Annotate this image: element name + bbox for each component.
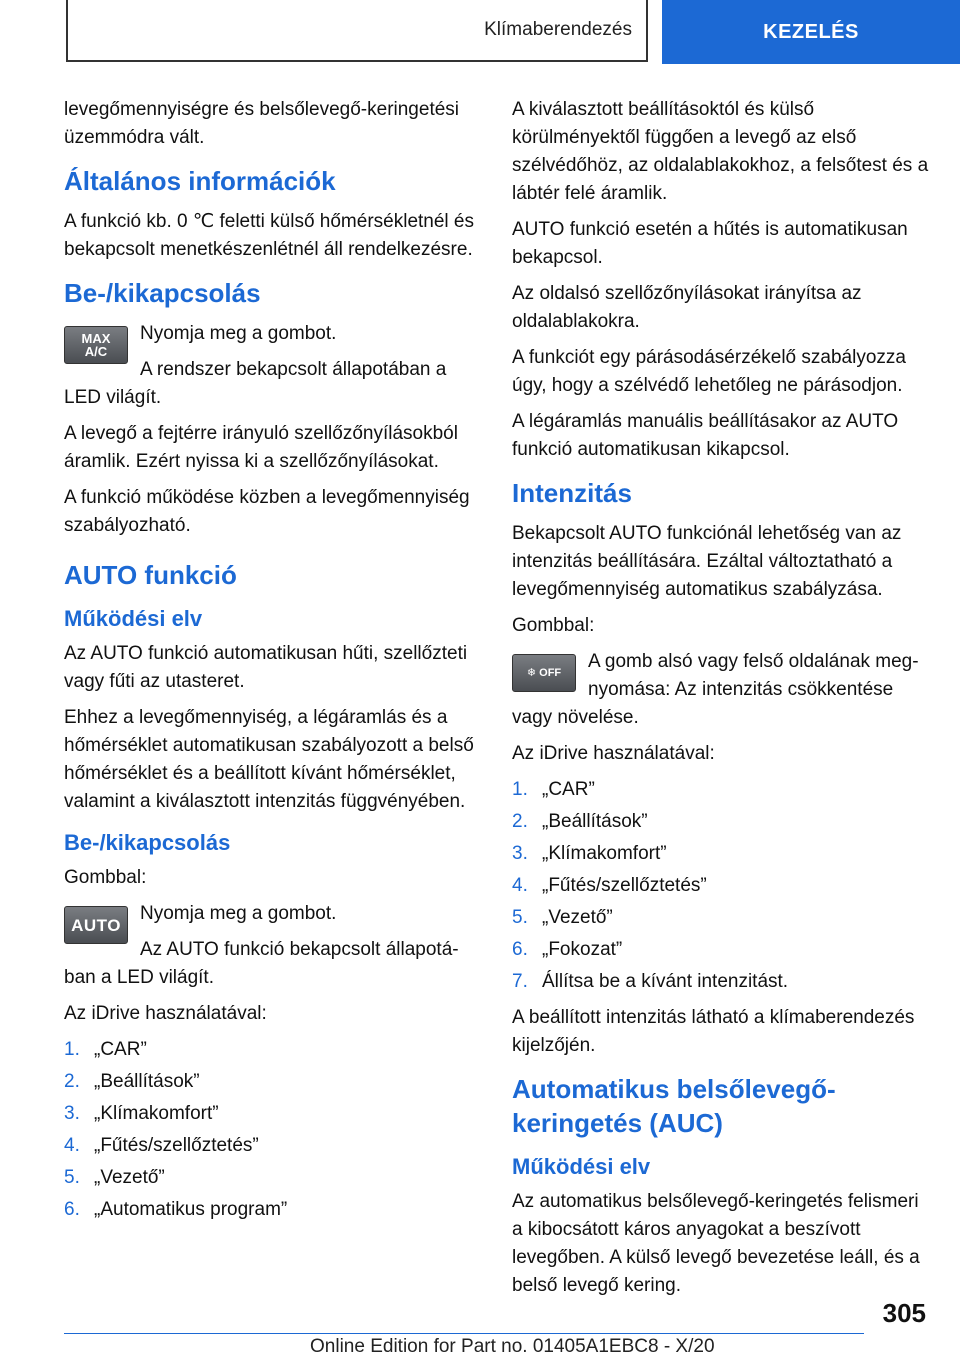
- idrive-intro: Az iDrive használatával:: [64, 1003, 267, 1024]
- footer-edition: Online Edition for Part no. 01405A1EBC8 - X/20: [310, 1336, 715, 1357]
- list-item: 3. „Klímakomfort”: [512, 843, 667, 864]
- header-chapter-tab: [662, 0, 960, 64]
- right-paragraph-5: A légáramlás manuális beállításakor az AUTO funkció automatikusan kikapcsol.: [512, 411, 899, 460]
- list-item: 4. „Fűtés/szellőztetés”: [512, 875, 707, 896]
- heading-on-off-2: Be-/kikapcsolás: [64, 830, 231, 855]
- fan-text-line1: A gomb alsó vagy felső oldalának meg-: [588, 651, 919, 672]
- intro-paragraph: levegőmennyiségre és belsőlevegő-keringetési üzemmódra vált.: [64, 99, 460, 148]
- auto-led-line1: Az AUTO funkció bekapcsolt állapotá-: [140, 939, 459, 960]
- right-paragraph-1: A kiválasztott beállításoktól és külső körülményektől függően a levegő az első szélvédőhöz, az oldalablakokhoz, a felsőtest és a lábtér felé áramlik.: [512, 99, 929, 204]
- section-title: Klímaberendezés: [484, 19, 632, 40]
- heading-general-info: Általános információk: [64, 166, 336, 196]
- led-text-line2: LED világít.: [64, 387, 162, 408]
- heading-auc: Automatikus belsőlevegő-keringetés (AUC): [512, 1074, 836, 1138]
- list-item: 6. „Fokozat”: [512, 939, 623, 960]
- list-item: 5. „Vezető”: [512, 907, 613, 928]
- heading-auto-function: AUTO funkció: [64, 560, 237, 590]
- principle-paragraph-2: Ehhez a levegőmennyiség, a légáramlás és a hőmérséklet automatikusan szabályozott a belső hőmérséklet és a beállított kívánt hőmérséklet, valamint a kiválasztott intenzitás függvényében.: [64, 707, 474, 812]
- fan-button-icon: [512, 654, 576, 692]
- list-item: 2. „Beállítások”: [512, 811, 648, 832]
- maxac-button-label: MAX A/C: [81, 331, 111, 359]
- list-item: 3. „Klímakomfort”: [64, 1103, 219, 1124]
- auto-instruction: [64, 900, 482, 992]
- right-paragraph-3: Az oldalsó szellőzőnyílásokat irányítsa az oldalablakokra.: [512, 283, 862, 332]
- left-steps-list: [64, 1036, 482, 1224]
- right-paragraph-7: A beállított intenzitás látható a klímaberendezés kijelzőjén.: [512, 1007, 915, 1056]
- principle-paragraph-1: Az AUTO funkció automatikusan hűti, szellőzteti vagy fűti az utasteret.: [64, 643, 468, 692]
- press-button-text: Nyomja meg a gombot.: [140, 323, 337, 344]
- list-item: 7. Állítsa be a kívánt intenzitást.: [512, 971, 789, 992]
- right-paragraph-8: Az automatikus belsőlevegő-keringetés felismeri a kibocsátott káros anyagokat a beszívott levegőben. A külső levegő bevezetése leáll, és a belső levegő kering.: [512, 1191, 920, 1296]
- button-intro: Gombbal:: [64, 867, 147, 888]
- maxac-button-icon: [64, 326, 128, 364]
- right-paragraph-2: AUTO funkció esetén a hűtés is automatikusan bekapcsol.: [512, 219, 908, 268]
- fan-button-label: ❄ OFF: [526, 666, 562, 679]
- left-column: [64, 96, 482, 1232]
- list-item: 4. „Fűtés/szellőztetés”: [64, 1135, 259, 1156]
- fan-text-line2: nyomása: Az intenzitás csökkentése: [588, 679, 894, 700]
- right-steps-list: [512, 776, 932, 996]
- idrive-intro-right: Az iDrive használatával:: [512, 743, 715, 764]
- auto-button-label: AUTO: [71, 915, 121, 935]
- led-text-line1: A rendszer bekapcsolt állapotában a: [140, 359, 447, 380]
- right-paragraph-4: A funkciót egy párásodásérzékelő szabályozza úgy, hogy a szélvédő lehetőleg ne párásodjon.: [512, 347, 906, 396]
- list-item: 6. „Automatikus program”: [64, 1199, 288, 1220]
- page-number: 305: [882, 1298, 926, 1328]
- header-section-title: [66, 0, 648, 62]
- button-intro-right: Gombbal:: [512, 615, 595, 636]
- general-info-paragraph: A funkció kb. 0 ℃ feletti külső hőmérsékletnél és bekapcsolt menetkészenlétnél áll rendelkezésre.: [64, 211, 474, 260]
- heading-intensity: Intenzitás: [512, 478, 632, 508]
- auto-button-icon: [64, 906, 128, 944]
- list-item: 5. „Vezető”: [64, 1167, 165, 1188]
- maxac-instruction: [64, 320, 482, 412]
- list-item: 1. „CAR”: [512, 779, 595, 800]
- list-item: 2. „Beállítások”: [64, 1071, 200, 1092]
- chapter-title: KEZELÉS: [763, 20, 859, 43]
- air-paragraph-2: A funkció működése közben a levegőmennyiség szabályozható.: [64, 487, 470, 536]
- right-column: [512, 96, 932, 1308]
- press-button-text-2: Nyomja meg a gombot.: [140, 903, 337, 924]
- fan-instruction: [512, 648, 932, 732]
- fan-text-line3: vagy növelése.: [512, 707, 639, 728]
- heading-principle-right: Működési elv: [512, 1154, 651, 1179]
- heading-principle: Működési elv: [64, 606, 203, 631]
- air-paragraph-1: A levegő a fejtérre irányuló szellőzőnyílásokból áramlik. Ezért nyissa ki a szellőzőnyílásokat.: [64, 423, 458, 472]
- footer-divider: [64, 1333, 864, 1334]
- intensity-paragraph: Bekapcsolt AUTO funkciónál lehetőség van az intenzitás beállítására. Ezáltal változtatható a levegőmennyiség automatikus szabályzása.: [512, 523, 902, 600]
- heading-on-off: Be-/kikapcsolás: [64, 278, 261, 308]
- auto-led-line2: ban a LED világít.: [64, 967, 214, 988]
- list-item: 1. „CAR”: [64, 1039, 147, 1060]
